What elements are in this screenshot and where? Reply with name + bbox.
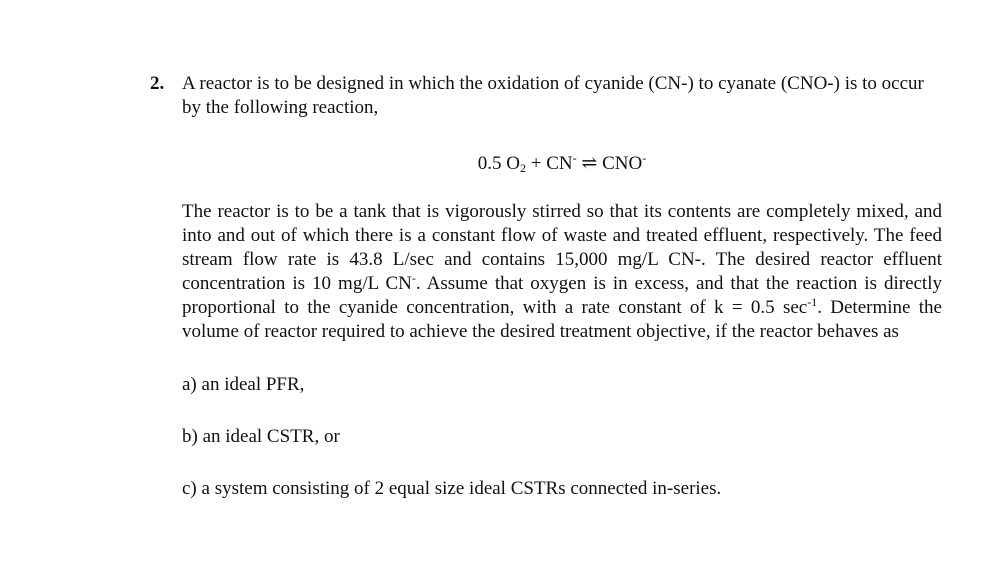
problem-body: [182, 72, 942, 501]
problem-2: [150, 72, 942, 501]
effluent-cyanide-charge: -: [411, 271, 416, 285]
equation-cyanide-charge: -: [572, 151, 577, 165]
equation-reactant-cyanide: + CN: [526, 153, 573, 174]
equation-coefficient: 0.5 O: [477, 153, 521, 174]
part-c: c) a system consisting of 2 equal size ideal CSTRs connected in-series.: [182, 478, 722, 499]
description-part-3: . Determine the volume of reactor required to achieve the desired treatment objective, if the reactor behaves as: [182, 297, 942, 342]
problem-description: [182, 200, 942, 344]
reaction-equation: [182, 152, 942, 176]
description-part-1: The reactor is to be a tank that is vigorously stirred so that its contents are completely mixed, and into and out of which there is a constant flow of waste and treated effluent, respectively. The feed stream flow rate is 43.8 L/sec and contains 15,000 mg/L CN-. The desired reactor effluent concentration is 10 mg/L CN: [182, 201, 942, 294]
equilibrium-arrow: ⇌: [576, 153, 603, 174]
part-b: b) an ideal CSTR, or: [182, 426, 340, 447]
rate-constant-exponent: -1: [807, 295, 818, 309]
problem-number: 2.: [150, 73, 165, 94]
equation-o2-subscript: 2: [520, 161, 527, 175]
equation-cyanate-charge: -: [642, 151, 647, 165]
equation-product: CNO: [602, 153, 643, 174]
description-part-2: . Assume that oxygen is in excess, and that the reaction is directly proportional to the cyanide concentration, with a rate constant of k = 0.5 sec: [182, 273, 942, 318]
part-a: a) an ideal PFR,: [182, 374, 305, 395]
problem-intro: A reactor is to be designed in which the oxidation of cyanide (CN-) to cyanate (CNO-) is to occur by the following reaction,: [182, 73, 924, 118]
